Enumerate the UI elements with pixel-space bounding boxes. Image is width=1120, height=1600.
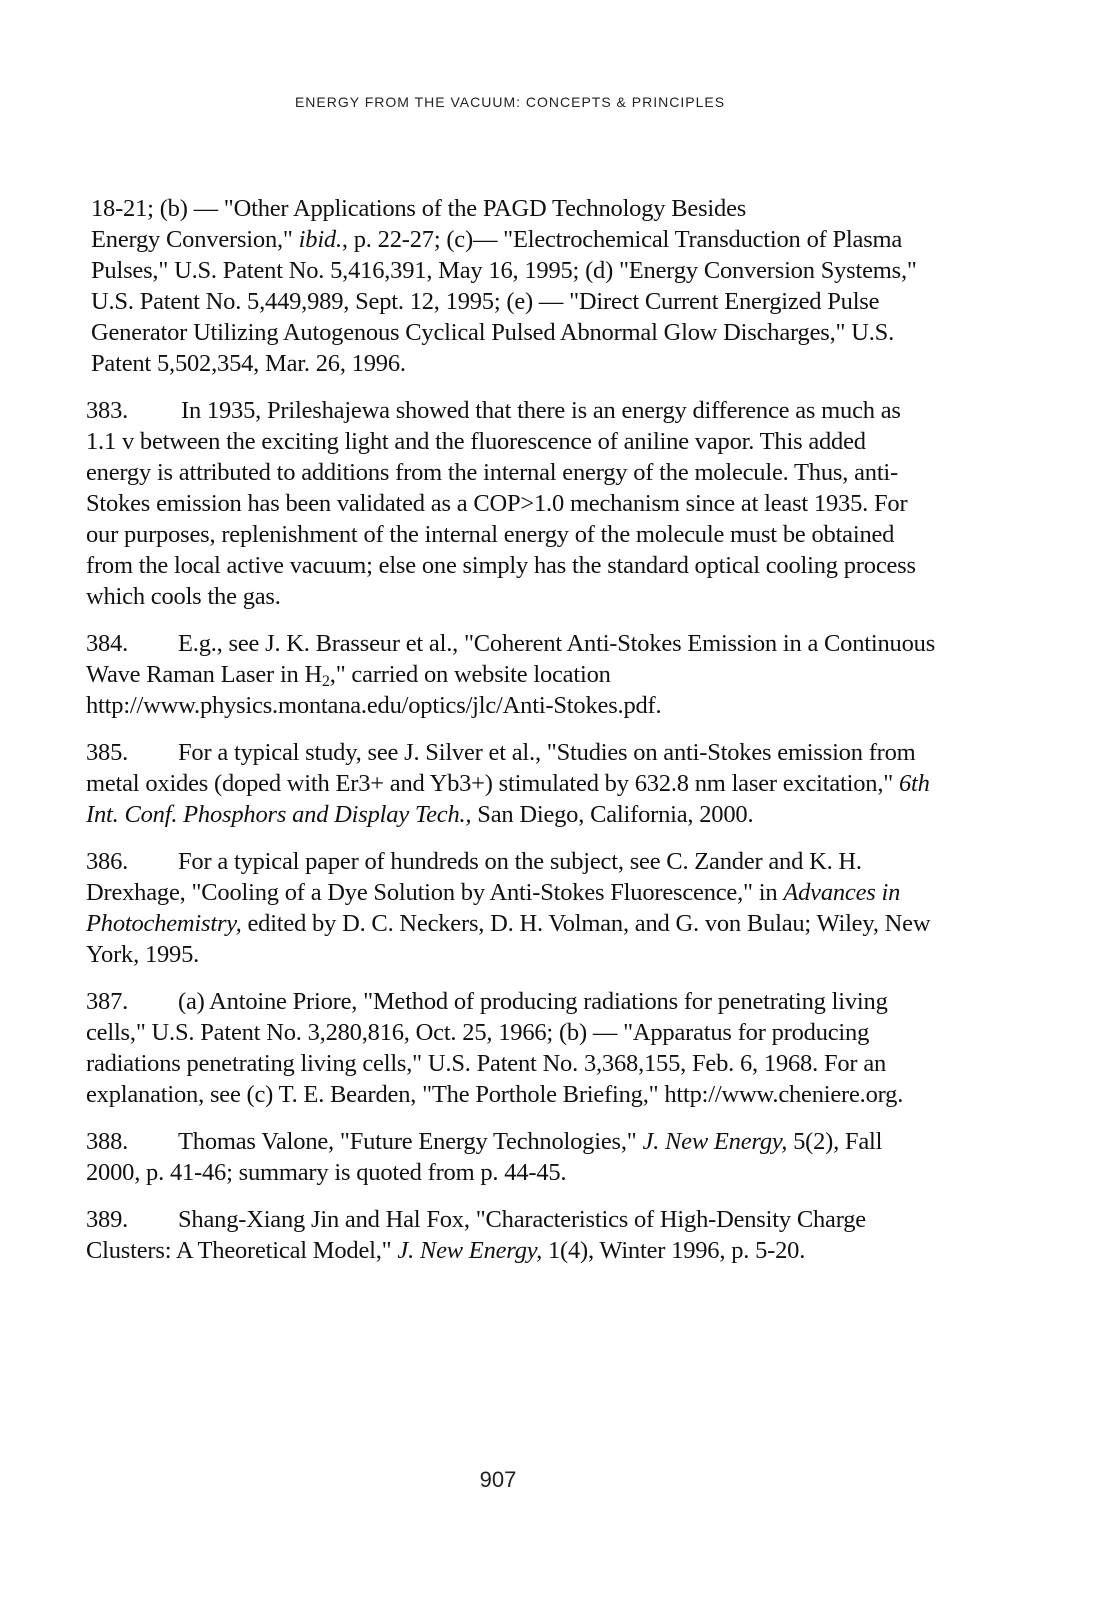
endnote-text: 5(2), Fall 2000, p. 41-46; summary is quoted from p. 44-45. — [86, 1128, 883, 1186]
endnote-italic: 6th Int. Conf. Phosphors and Display Tech., — [86, 770, 930, 828]
endnote-384 — [86, 628, 936, 721]
endnote-number: 386. — [86, 848, 129, 875]
endnote-388 — [86, 1126, 936, 1188]
endnote-italic: ibid. — [298, 226, 342, 253]
endnote-text: San Diego, California, 2000. — [471, 801, 754, 828]
endnote-text: 1(4), Winter 1996, p. 5-20. — [542, 1237, 806, 1264]
endnote-italic: J. New Energy, — [397, 1237, 543, 1264]
endnote-number: 383. — [86, 397, 129, 424]
endnote-text: (a) Antoine Priore, "Method of producing radiations for penetrating living cells," U.S. Patent No. 3,280,816, Oct. 25, 1966; (b) — "Apparatus for producing radiations penetrating living cells," U.S. Patent No. 3,368,155, Feb. 6, 1968. For an explanation, see (c) T. E. Bearden, "The Porthole Briefing," http://www.cheniere.org. — [86, 988, 904, 1108]
endnotes-body — [86, 193, 936, 1282]
endnote-383 — [86, 395, 936, 612]
endnote-389 — [86, 1204, 936, 1266]
endnote-number: 387. — [86, 988, 129, 1015]
endnote-text: of Plasma Pulses," U.S. Patent No. 5,416,391, May 16, 1995; (d) "Energy Conversion Systems," U.S. Patent No. 5,449,989, Sept. 12, 1995; (e) — "Direct Current Energized Pulse Generator Utilizing Autogenous Cyclical Pulsed Abnormal Glow Discharges," U.S. Patent 5,502,354, Mar. 26, 1996. — [91, 226, 917, 377]
endnote-text: In 1935, Prileshajewa showed that there is an energy difference as much as 1.1 v between the exciting light and the fluorescence of aniline vapor. This added energy is attributed to additions from the internal energy of the molecule. Thus, anti-Stokes emission has been validated as a COP>1.0 mechanism since at least 1935. For our purposes, replenishment of the internal energy of the molecule must be obtained from the local active vacuum; else one simply has the standard optical cooling process which cools the gas. — [86, 397, 916, 610]
endnote-text: 18-21; (b) — "Other Applications of the PAGD Technology Besides — [91, 195, 747, 222]
endnote-number: 385. — [86, 739, 129, 766]
endnote-text: edited by D. C. Neckers, D. H. Volman, and G. von Bulau; Wiley, New York, 1995. — [86, 910, 931, 968]
running-header: ENERGY FROM THE VACUUM: CONCEPTS & PRINCIPLES — [294, 94, 726, 110]
endnote-text: E.g., see J. K. Brasseur et al., "Coherent Anti-Stokes Emission in a Continuous Wave Raman Laser in H — [86, 630, 936, 688]
endnote-387 — [86, 986, 936, 1110]
endnote-386 — [86, 846, 936, 970]
endnote-number: 389. — [86, 1206, 129, 1233]
endnote-text: Shang-Xiang Jin and Hal Fox, "Characteristics of High-Density Charge Clusters: A Theoretical Model," — [86, 1206, 866, 1264]
page-number: 907 — [479, 1467, 517, 1492]
endnote-number: 388. — [86, 1128, 129, 1155]
endnote-italic: J. New Energy, — [642, 1128, 788, 1155]
endnote-text: , p. 22-27; (c)— "Electrochemical Transduction — [341, 226, 801, 253]
endnote-text: For a typical study, see J. Silver et al., "Studies on anti-Stokes emission from metal oxides (doped with Er3+ and Yb3+) stimulated by 632.8 nm laser excitation," — [86, 739, 916, 797]
endnote-continuation — [86, 193, 936, 379]
subscript: 2 — [322, 672, 330, 690]
endnote-text: Thomas Valone, "Future Energy Technologies," — [178, 1128, 643, 1155]
endnote-text: Energy Conversion," — [91, 226, 299, 253]
endnote-number: 384. — [86, 630, 129, 657]
endnote-text: For a typical paper of hundreds on the subject, see C. Zander and K. H. Drexhage, "Cooling of a Dye Solution by Anti-Stokes Fluorescence," in — [86, 848, 862, 906]
endnote-italic: Advances in Photochemistry, — [86, 879, 901, 937]
endnote-385 — [86, 737, 936, 830]
endnote-text: ," carried on website location http://www.physics.montana.edu/optics/jlc/Anti-Stokes.pdf. — [86, 661, 662, 719]
